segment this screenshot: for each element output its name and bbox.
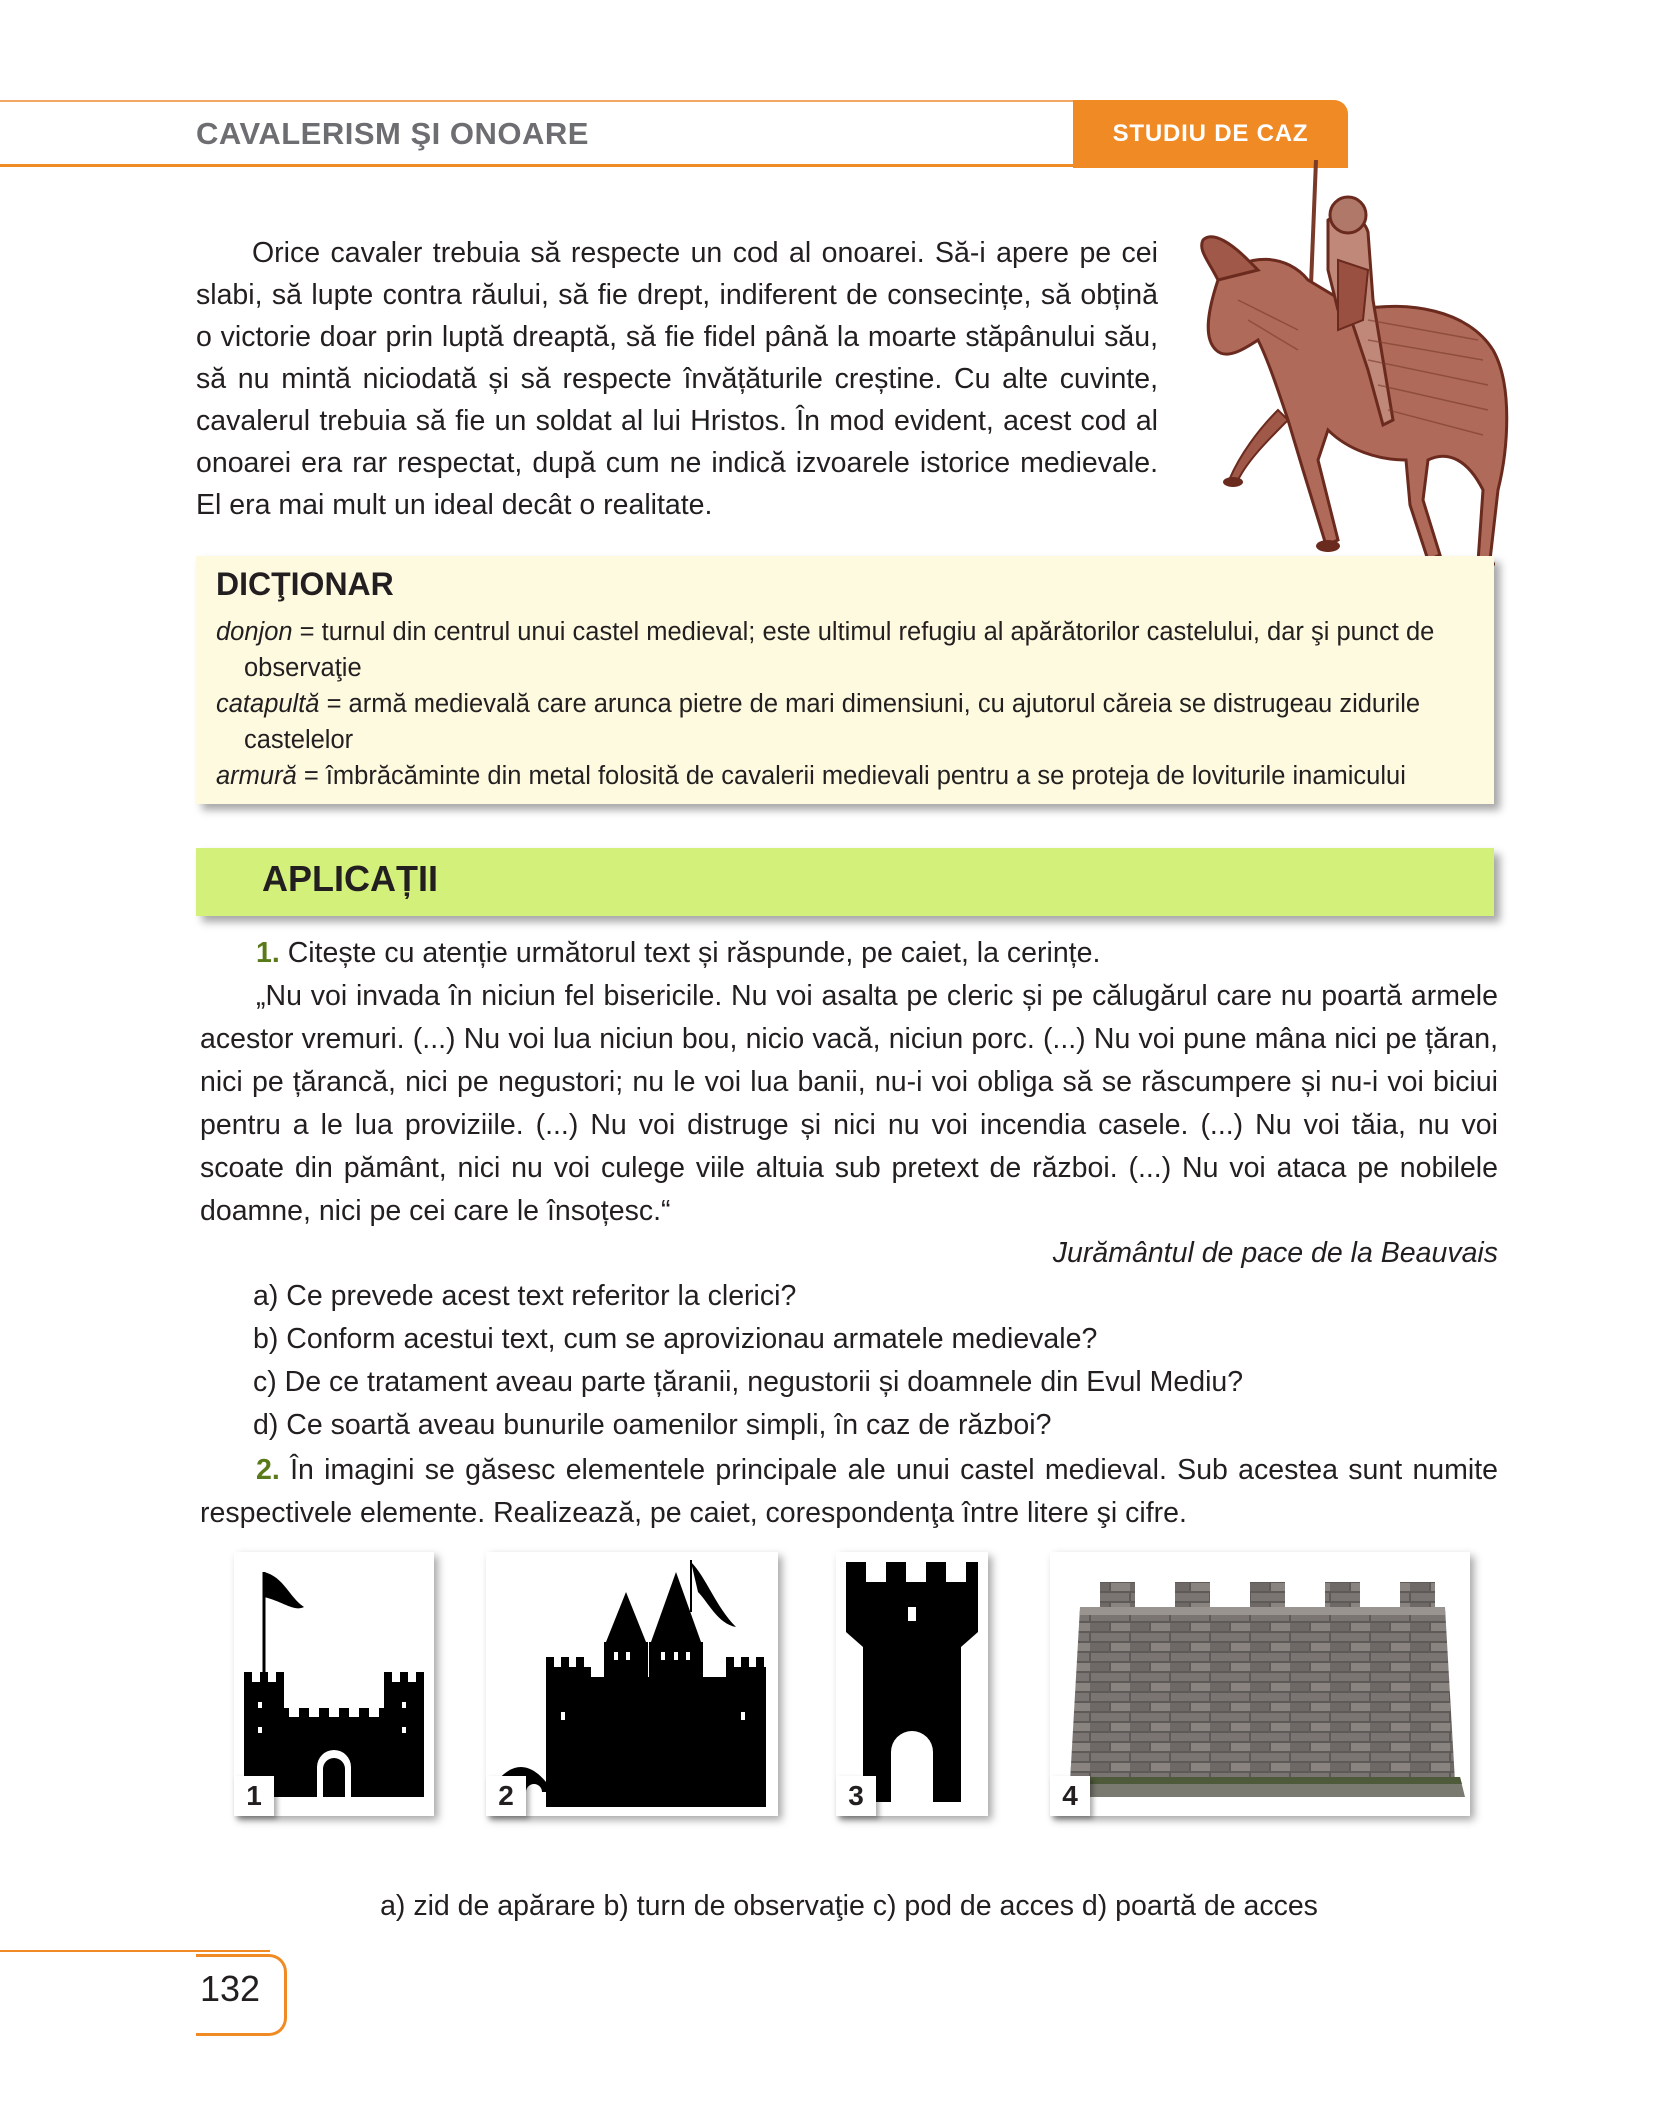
castle-drawbridge-icon — [486, 1552, 778, 1816]
image-number-label: 3 — [836, 1776, 876, 1816]
dictionary-definition-continuation: observaţie — [244, 654, 362, 682]
defensive-wall-image — [1050, 1552, 1470, 1816]
dictionary-definition: = turnul din centrul unui castel medieval; este ultimul refugiu al apărătorilor castelului, dar şi punct de — [292, 618, 1435, 646]
page-number: 132 — [200, 1968, 261, 2009]
applications-title: APLICAȚII — [262, 858, 438, 899]
dictionary-entry — [216, 758, 1486, 794]
dictionary-term: catapultă — [216, 690, 320, 718]
task-instruction-text: Citește cu atenție următorul text și răspunde, pe caiet, la cerințe. — [287, 937, 1101, 969]
header-rule — [0, 164, 1080, 167]
case-study-tab: STUDIU DE CAZ — [1073, 100, 1348, 168]
dictionary-entry — [216, 614, 1486, 686]
question-b: b) Conform acestui text, cum se aprovizionau armatele medievale? — [253, 1323, 1098, 1355]
dictionary-entry — [216, 686, 1486, 758]
task-instruction-text: În imagini se găsesc elementele principale ale unui castel medieval. Sub acestea sunt numite respectivele elemente. Realizează, pe caiet, corespondenţa între litere şi cifre. — [200, 1454, 1498, 1529]
header-top-rule — [0, 100, 1080, 102]
matching-answers: a) zid de apărare b) turn de observaţie c) pod de acces d) poartă de acces — [380, 1890, 1318, 1922]
question-a: a) Ce prevede acest text referitor la clerici? — [253, 1280, 797, 1312]
footer-rule — [0, 1950, 270, 1952]
chapter-title: CAVALERISM ŞI ONOARE — [196, 116, 589, 151]
dictionary-definition: = armă medievală care arunca pietre de mari dimensiuni, cu ajutorul căreia se distrugeau zidurile — [319, 690, 1421, 718]
knight-on-horse-illustration — [1178, 160, 1518, 620]
dictionary-term: donjon — [216, 618, 293, 646]
task-number: 1. — [256, 937, 280, 969]
task-1-instruction — [200, 932, 1498, 975]
quote-source: Jurământul de pace de la Beauvais — [1052, 1237, 1498, 1269]
question-d: d) Ce soartă aveau bunurile oamenilor simpli, în caz de război? — [253, 1409, 1052, 1441]
image-number-label: 4 — [1050, 1776, 1090, 1816]
dictionary-title: DICŢIONAR — [216, 566, 394, 602]
task-1-quote: „Nu voi invada în niciun fel bisericile. Nu voi asalta pe cleric și pe călugărul care nu poartă armele acestor vremuri. (...) Nu voi lua niciun bou, nicio vacă, niciun porc. (...) Nu voi pune mâna nici pe țăran, nici pe țărancă, nici pe negustori; nu le voi lua banii, nu-i voi obliga să se răscumpere și nu-i voi biciui pentru a le lua proviziile. (...) Nu voi distruge și nici nu voi incendia casele. (...) Nu voi tăia, nu voi scoate din pământ, nici nu voi culege viile altuia sub pretext de război. (...) Nu voi ataca pe nobilele doamne, nici pe cei care le însoțesc.“ — [200, 980, 1498, 1227]
dictionary-definition-continuation: castelelor — [244, 726, 354, 754]
task-number: 2. — [256, 1454, 280, 1486]
dictionary-definition: = îmbrăcăminte din metal folosită de cavalerii medievali pentru a se proteja de loviturile inamicului — [296, 762, 1406, 790]
castle-drawbridge-image — [486, 1552, 778, 1816]
intro-paragraph: Orice cavaler trebuia să respecte un cod al onoarei. Să-i apere pe cei slabi, să lupte contra răului, să fie drept, indiferent de consecințe, să obțină o victorie doar prin luptă dreaptă, să fie fidel până la moarte stăpânului său, să nu mintă niciodată și să respecte învățăturile creștine. Cu alte cuvinte, cavalerul trebuia să fie un soldat al lui Hristos. În mod evident, acest cod al onoarei era rar respectat, după cum ne indică izvoarele istorice medievale. El era mai mult un ideal decât o realitate. — [196, 237, 1158, 521]
task-2-instruction — [200, 1449, 1498, 1535]
question-c: c) De ce tratament aveau parte țăranii, negustorii și doamnele din Evul Mediu? — [253, 1366, 1244, 1398]
image-number-label: 2 — [486, 1776, 526, 1816]
dictionary-term: armură — [216, 762, 297, 790]
stone-wall-icon — [1050, 1552, 1470, 1816]
image-number-label: 1 — [234, 1776, 274, 1816]
